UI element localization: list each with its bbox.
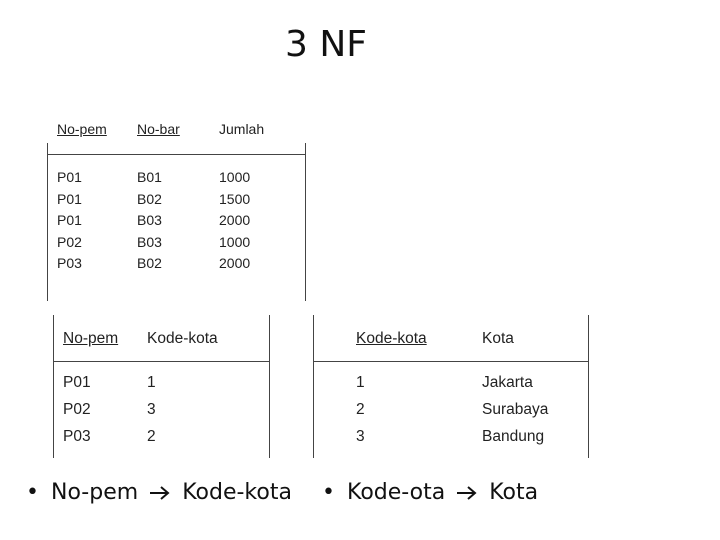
table-cell: P03 (57, 255, 82, 271)
bullet-left-text: Kode-ota (346, 480, 446, 505)
dependency-bullets (0, 480, 720, 510)
table2-left-border (53, 315, 54, 458)
table-cell: P01 (57, 212, 82, 228)
table-cell: 1000 (219, 234, 251, 250)
bullet-dot: • (26, 480, 39, 505)
table2-header-divider (53, 361, 270, 362)
table2-header-cell: No-pem (63, 330, 119, 347)
table-cell: 1000 (219, 169, 251, 185)
table2-header-cell: Kode-kota (147, 330, 218, 347)
table2-right-border (269, 315, 270, 458)
table3-header-cell: Kode-kota (356, 330, 427, 347)
table-cell: 3 (147, 401, 156, 418)
table-cell: 2000 (219, 212, 251, 228)
table-cell: 1500 (219, 191, 251, 207)
table-cell: 2000 (219, 255, 251, 271)
table-cell: B01 (137, 169, 162, 185)
table1-left-border (47, 143, 48, 301)
table-cell: Surabaya (482, 401, 549, 418)
table1-header-cell: No-pem (57, 121, 107, 137)
table-cell: P01 (57, 191, 82, 207)
table-cell: P01 (57, 169, 82, 185)
table1-right-border (305, 143, 306, 301)
table-cell: 1 (356, 374, 365, 391)
table-cell: P03 (63, 428, 91, 445)
bullet-item (322, 480, 538, 505)
table-cell: B03 (137, 234, 162, 250)
slide-title: 3 NF (285, 24, 367, 65)
arrow-right-icon (456, 485, 478, 501)
bullet-item (26, 480, 292, 505)
table-cell: B02 (137, 255, 162, 271)
table-cell: 2 (356, 401, 365, 418)
table1-header-divider (47, 154, 306, 155)
table-cell: 1 (147, 374, 156, 391)
table-cell: 2 (147, 428, 156, 445)
table-cell: P01 (63, 374, 91, 391)
table3-header-divider (313, 361, 589, 362)
table1-header-cell: Jumlah (219, 121, 265, 137)
table3-header-cell: Kota (482, 330, 514, 347)
table-cell: B02 (137, 191, 162, 207)
table-cell: Bandung (482, 428, 545, 445)
bullet-dot: • (322, 480, 335, 505)
table3-right-border (588, 315, 589, 458)
table-cell: P02 (63, 401, 91, 418)
table-cell: Jakarta (482, 374, 533, 391)
table-cell: 3 (356, 428, 365, 445)
bullet-left-text: No-pem (50, 480, 139, 505)
table-cell: P02 (57, 234, 82, 250)
arrow-right-icon (149, 485, 171, 501)
table3-left-border (313, 315, 314, 458)
table1-header-cell: No-bar (137, 121, 180, 137)
table-cell: B03 (137, 212, 162, 228)
bullet-right-text: Kota (489, 480, 539, 505)
bullet-right-text: Kode-kota (182, 480, 292, 505)
